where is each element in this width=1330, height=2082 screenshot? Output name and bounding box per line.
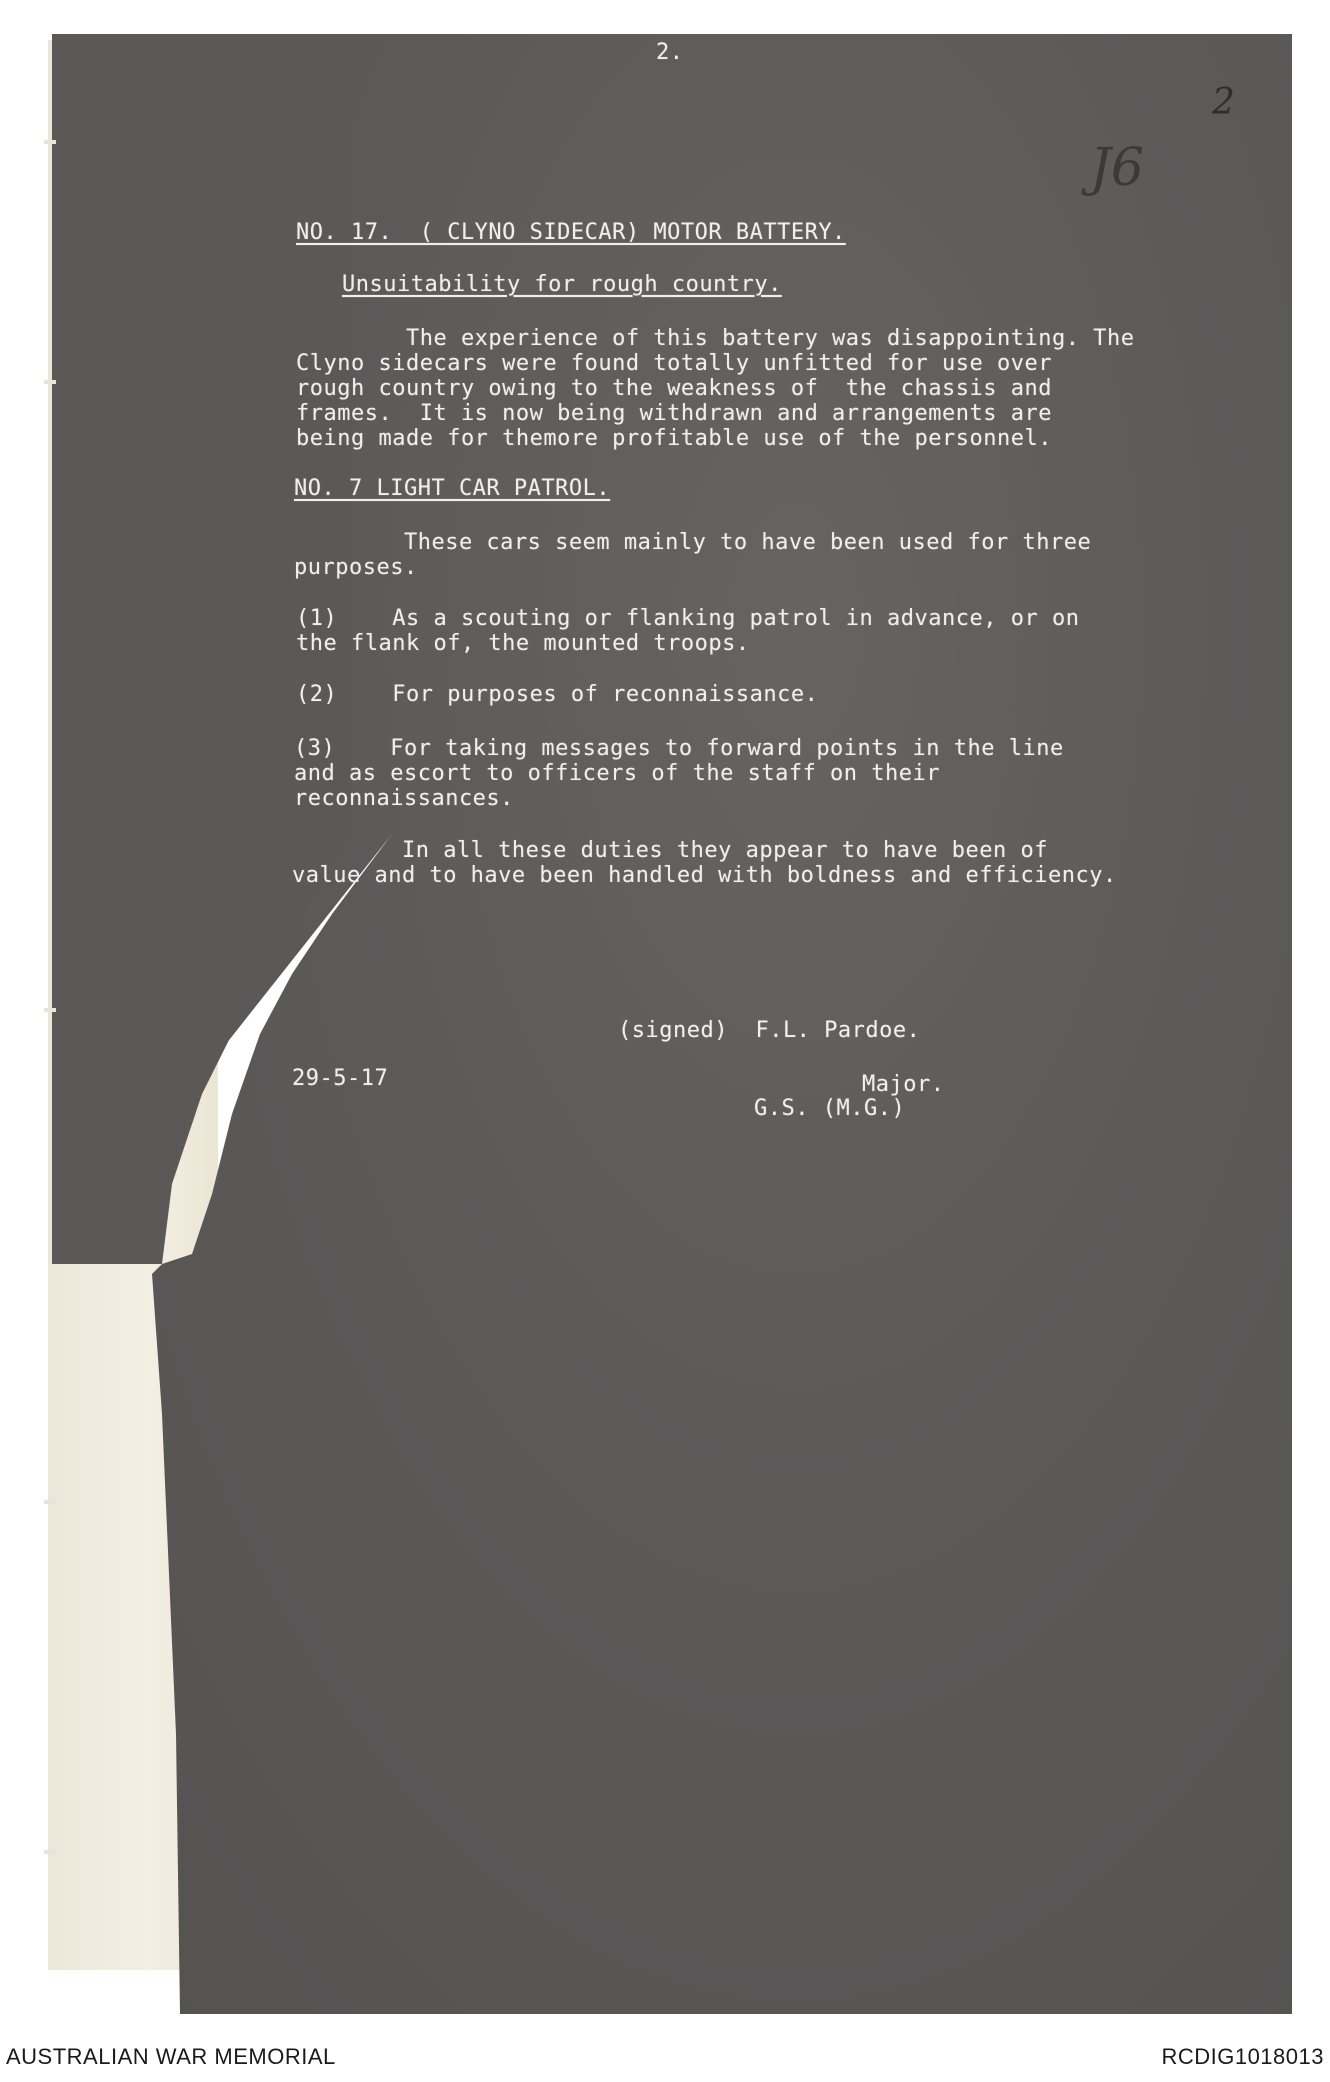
paragraph-line: In all these duties they appear to have been of	[292, 838, 1048, 863]
page-number: 2.	[656, 40, 684, 65]
section2-intro	[294, 530, 1091, 580]
section1-subheading: Unsuitability for rough country.	[342, 272, 782, 297]
archive-credit: AUSTRALIAN WAR MEMORIAL	[6, 2044, 336, 2069]
staple-hole-mark	[44, 140, 56, 144]
paragraph-line: purposes.	[294, 555, 418, 580]
paragraph-line: reconnaissances.	[294, 786, 514, 811]
paragraph-line: These cars seem mainly to have been used for three	[294, 530, 1092, 555]
paragraph-line: (3) For taking messages to forward points in the line	[294, 736, 1064, 761]
list-item-3	[294, 736, 1064, 811]
paragraph-line: frames. It is now being withdrawn and arrangements are	[296, 401, 1052, 426]
paragraph-line: (1) As a scouting or flanking patrol in advance, or on	[296, 606, 1080, 631]
margin-note-top: 2	[1212, 82, 1235, 123]
staple-hole-mark	[44, 1008, 56, 1012]
list-item-1	[296, 606, 1079, 656]
paragraph-line: Clyno sidecars were found totally unfitted for use over	[296, 351, 1052, 376]
paragraph-line: The experience of this battery was disappointing. The	[296, 326, 1135, 351]
section1-heading: NO. 17. ( CLYNO SIDECAR) MOTOR BATTERY.	[296, 220, 846, 245]
paragraph-line: being made for themore profitable use of the personnel.	[296, 426, 1052, 451]
staple-hole-mark	[44, 1850, 56, 1854]
section2-heading: NO. 7 LIGHT CAR PATROL.	[294, 476, 611, 501]
staple-hole-mark	[44, 1500, 56, 1504]
document-date: 29-5-17	[292, 1066, 389, 1091]
signatory-rank: Major.	[862, 1072, 945, 1097]
paragraph-line: rough country owing to the weakness of the chassis and	[296, 376, 1052, 401]
paragraph-line: value and to have been handled with boldness and efficiency.	[292, 863, 1117, 888]
archive-reference: RCDIG1018013	[1161, 2044, 1324, 2069]
paragraph-line: the flank of, the mounted troops.	[296, 631, 750, 656]
margin-note-ref: J6	[1090, 138, 1144, 198]
list-item-2	[296, 682, 818, 707]
paragraph-line: (2) For purposes of reconnaissance.	[296, 682, 819, 707]
signatory-unit: G.S. (M.G.)	[754, 1096, 906, 1121]
section1-paragraph	[296, 326, 1134, 451]
paragraph-line: and as escort to officers of the staff on their	[294, 761, 941, 786]
section2-closing	[292, 838, 1117, 888]
signature-line: (signed) F.L. Pardoe.	[618, 1018, 921, 1043]
staple-hole-mark	[44, 380, 56, 384]
